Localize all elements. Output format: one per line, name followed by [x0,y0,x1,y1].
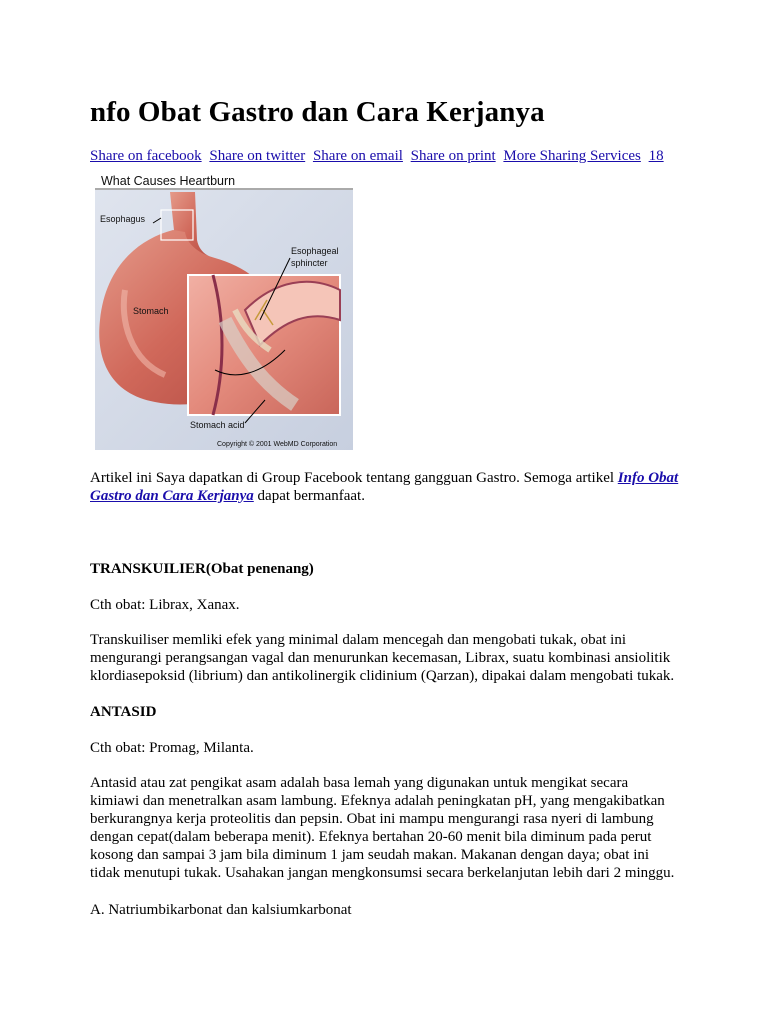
heartburn-illustration [95,170,353,450]
share-count-link[interactable]: 18 [648,148,664,164]
intro-text-before: Artikel ini Saya dapatkan di Group Facebook tentang gangguan Gastro. Semoga artikel [90,470,618,486]
antasid-examples: Cth obat: Promag, Milanta. [90,740,254,756]
transkuilier-heading: TRANSKUILIER(Obat penenang) [90,561,314,577]
antasid-line-1: Antasid atau zat pengikat asam adalah basa lemah yang digunakan untuk mengikat secara [90,775,629,791]
label-stomach: Stomach [133,306,169,316]
figure-title: What Causes Heartburn [101,174,236,188]
figure-copyright: Copyright © 2001 WebMD Corporation [217,441,338,448]
intro-text-after: dapat bermanfaat. [253,488,365,504]
subsection-a-heading: A. Natriumbikarbonat dan kalsiumkarbonat [90,902,352,918]
page-title: nfo Obat Gastro dan Cara Kerjanya [90,96,545,128]
transkuilier-line-2: mengurangi perangsangan vagal dan menurunkan kecemasan, Librax, suatu kombinasi ansiolitik [90,650,671,666]
share-bar [90,146,668,166]
transkuilier-line-3: klordiasepoksid (librium) dan antikolinergik clidinium (Qarzan), dipakai dalam mengobati tukak. [90,668,675,684]
antasid-line-5: kosong dan sampai 3 jam bila diminum 1 jam seudah makan. Makanan dengan daya; obat ini [90,847,650,863]
antasid-heading: ANTASID [90,704,157,720]
antasid-line-6: tidak menutupi tukak. Usahakan jangan mengkonsumsi secara berkelanjutan lebih dari 2 minggu. [90,865,675,881]
label-esophageal: Esophageal [291,246,339,256]
share-email-link[interactable]: Share on email [312,148,403,164]
antasid-line-3: berkurangnya kerja proteolitis dan pepsin. Obat ini mampu mengurangi rasa nyeri di lambung [90,811,654,827]
more-sharing-services-link[interactable]: More Sharing Services [503,148,641,164]
share-twitter-link[interactable]: Share on twitter [209,148,306,164]
transkuilier-examples: Cth obat: Librax, Xanax. [90,597,240,613]
label-stomach-acid: Stomach acid [190,420,245,430]
label-sphincter: sphincter [291,258,328,268]
antasid-line-4: dengan cepat(dalam beberapa menit). Efeknya bertahan 20-60 menit bila diminum pada perut [90,829,652,845]
article-title-link[interactable]: Info Obat Gastro dan Cara Kerjanya [90,470,679,504]
label-esophagus: Esophagus [100,214,146,224]
share-facebook-link[interactable]: Share on facebook [90,148,202,164]
transkuilier-line-1: Transkuiliser memliki efek yang minimal dalam mencegah dan mengobati tukak, obat ini [90,632,626,648]
intro-paragraph [90,469,690,505]
antasid-line-2: kimiawi dan menetralkan asam lambung. Efeknya adalah peningkatan pH, yang mengakibatkan [90,793,665,809]
share-print-link[interactable]: Share on print [410,148,496,164]
